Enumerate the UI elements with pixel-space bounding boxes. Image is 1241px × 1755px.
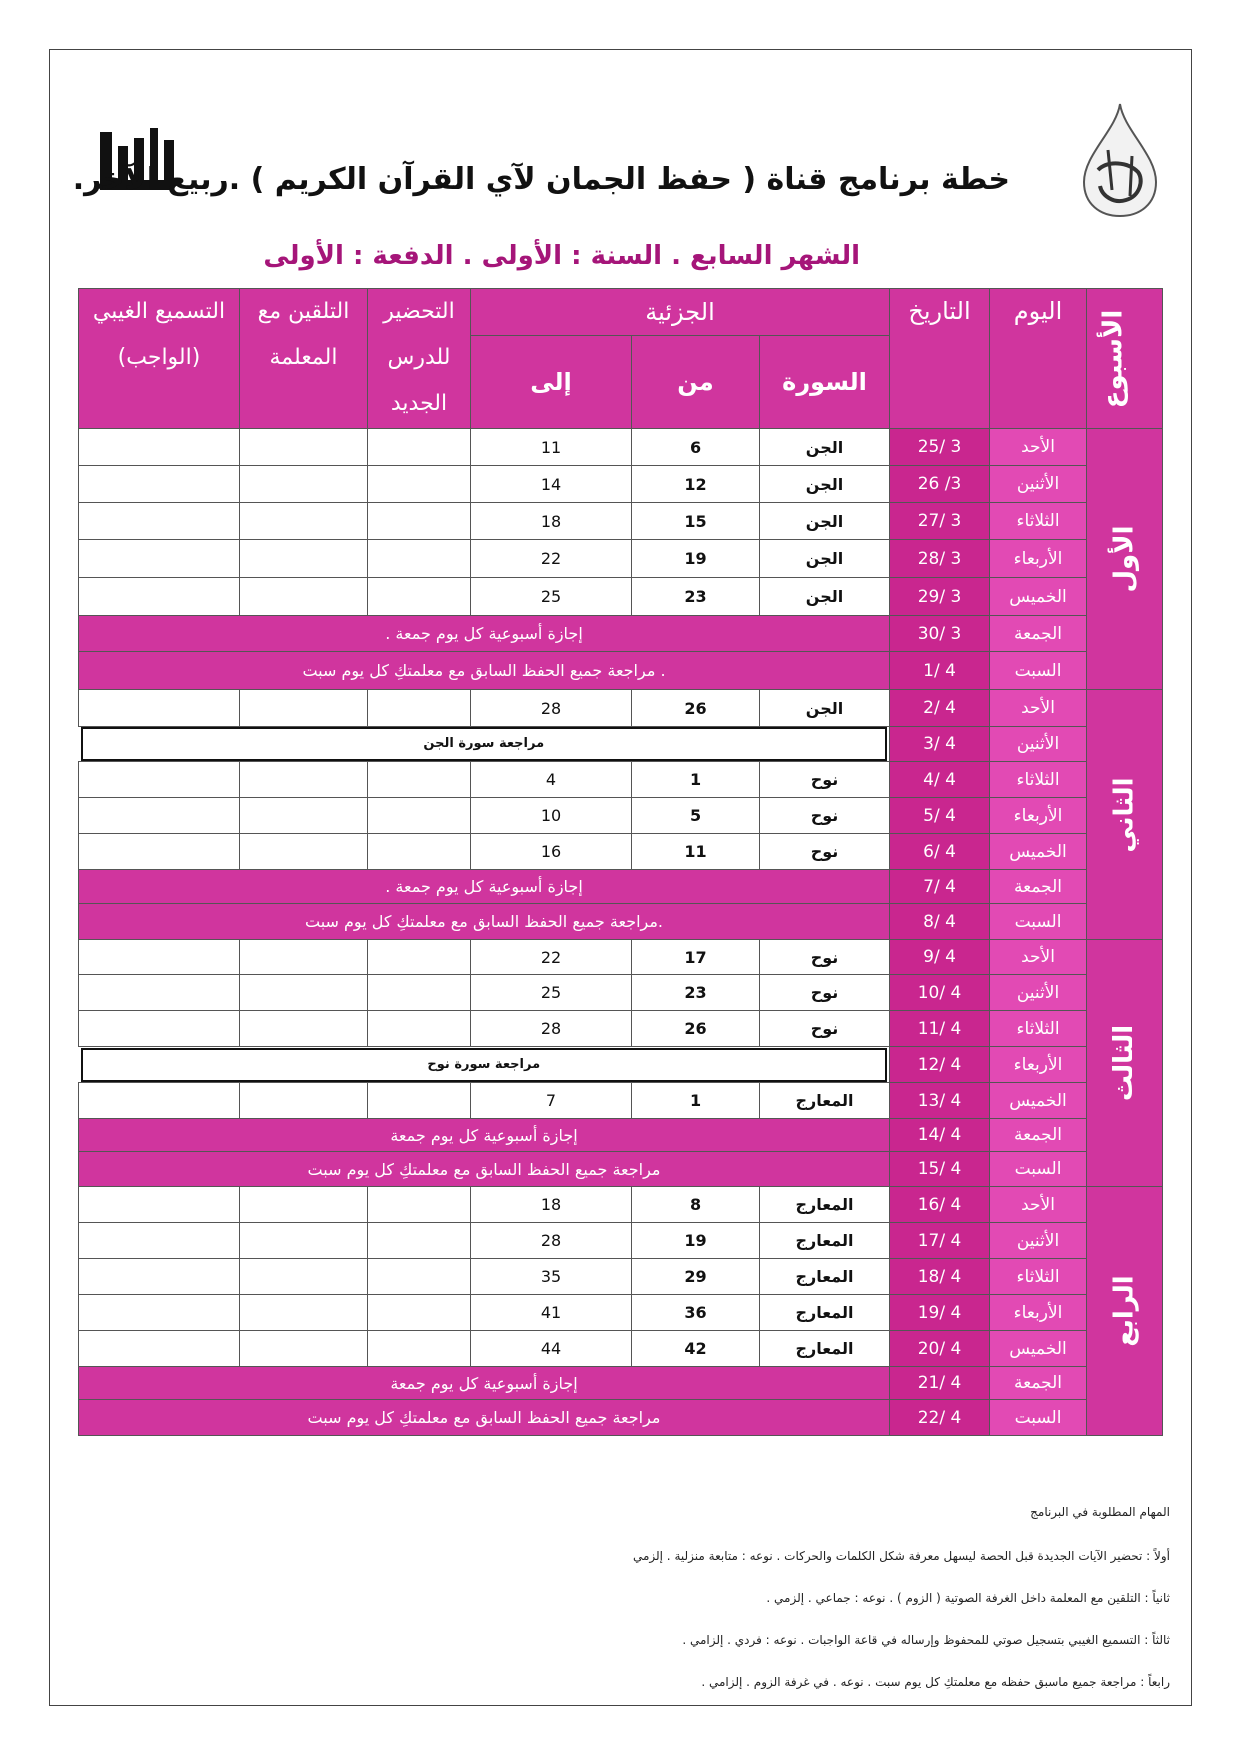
date-cell: 4 /9: [890, 940, 990, 975]
from-cell: 11: [632, 834, 760, 870]
talqeen-empty-cell[interactable]: [240, 690, 368, 727]
to-cell: 28: [471, 1011, 632, 1047]
table-row: [79, 578, 1163, 616]
day-cell: الجمعة: [990, 1119, 1087, 1152]
surah-cell: نوح: [760, 798, 890, 834]
day-cell: الجمعة: [990, 616, 1087, 652]
day-cell: الثلاثاء: [990, 762, 1087, 798]
day-cell: السبت: [990, 652, 1087, 690]
day-cell: الأربعاء: [990, 1295, 1087, 1331]
day-cell: الجمعة: [990, 870, 1087, 904]
header-portion: الجزئية: [471, 289, 890, 336]
surah-cell: نوح: [760, 975, 890, 1011]
day-cell: الخميس: [990, 1083, 1087, 1119]
drop-logo-icon: [1078, 100, 1162, 220]
recite-empty-cell[interactable]: [79, 429, 240, 466]
recite-empty-cell[interactable]: [79, 1223, 240, 1259]
date-cell: 4 /20: [890, 1331, 990, 1367]
date-cell: 4 /21: [890, 1367, 990, 1400]
note-cell: . مراجعة جميع الحفظ السابق مع معلمتكِ كل يوم سبت: [79, 652, 890, 690]
talqeen-empty-cell[interactable]: [240, 466, 368, 503]
from-cell: 36: [632, 1295, 760, 1331]
talqeen-empty-cell[interactable]: [240, 1295, 368, 1331]
task-item: رابعاً : مراجعة جميع ماسبق حفظه مع معلمتكِ كل يوم سبت . نوعه . في غرفة الزوم . إلزامي .: [701, 1675, 1170, 1689]
table-row: [79, 1259, 1163, 1295]
date-cell: 4 /2: [890, 690, 990, 727]
header-week: الأسبوع: [1087, 289, 1163, 429]
to-cell: 16: [471, 834, 632, 870]
note-cell: .مراجعة جميع الحفظ السابق مع معلمتكِ كل يوم سبت: [79, 904, 890, 940]
day-cell: السبت: [990, 1152, 1087, 1187]
prep-empty-cell[interactable]: [368, 1011, 471, 1047]
to-cell: 35: [471, 1259, 632, 1295]
prep-empty-cell[interactable]: [368, 1187, 471, 1223]
date-cell: 4 /12: [890, 1047, 990, 1083]
header-surah: السورة: [760, 336, 890, 429]
date-cell: 3 /28: [890, 540, 990, 578]
week-label: الثاني: [1087, 690, 1163, 940]
prep-empty-cell[interactable]: [368, 1331, 471, 1367]
date-cell: 4 /1: [890, 652, 990, 690]
table-row: [79, 466, 1163, 503]
surah-cell: الجن: [760, 429, 890, 466]
from-cell: 19: [632, 540, 760, 578]
day-cell: الأحد: [990, 690, 1087, 727]
recite-empty-cell[interactable]: [79, 798, 240, 834]
prep-empty-cell[interactable]: [368, 798, 471, 834]
from-cell: 5: [632, 798, 760, 834]
day-cell: الأحد: [990, 429, 1087, 466]
talqeen-empty-cell[interactable]: [240, 1331, 368, 1367]
prep-empty-cell[interactable]: [368, 762, 471, 798]
to-cell: 18: [471, 1187, 632, 1223]
table-row: [79, 1295, 1163, 1331]
prep-empty-cell[interactable]: [368, 1259, 471, 1295]
schedule-table: [78, 288, 1163, 1436]
talqeen-empty-cell[interactable]: [240, 940, 368, 975]
to-cell: 18: [471, 503, 632, 540]
review-label: مراجعة سورة الجن: [81, 727, 888, 761]
to-cell: 22: [471, 940, 632, 975]
recite-empty-cell[interactable]: [79, 1187, 240, 1223]
talqeen-empty-cell[interactable]: [240, 429, 368, 466]
surah-cell: المعارج: [760, 1083, 890, 1119]
to-cell: 28: [471, 1223, 632, 1259]
to-cell: 7: [471, 1083, 632, 1119]
prep-empty-cell[interactable]: [368, 540, 471, 578]
day-cell: الثلاثاء: [990, 1259, 1087, 1295]
recite-empty-cell[interactable]: [79, 503, 240, 540]
table-row: [79, 690, 1163, 727]
header-to: إلى: [471, 336, 632, 429]
week-label: الأول: [1087, 429, 1163, 690]
table-row: [79, 904, 1163, 940]
table-row: [79, 540, 1163, 578]
date-cell: 4 /4: [890, 762, 990, 798]
surah-cell: الجن: [760, 540, 890, 578]
table-row: [79, 616, 1163, 652]
recite-empty-cell[interactable]: [79, 975, 240, 1011]
table-row: [79, 1152, 1163, 1187]
table-row: [79, 429, 1163, 466]
to-cell: 25: [471, 975, 632, 1011]
note-cell: إجازة أسبوعية كل يوم جمعة .: [79, 616, 890, 652]
day-cell: الثلاثاء: [990, 1011, 1087, 1047]
date-cell: 4 /13: [890, 1083, 990, 1119]
from-cell: 1: [632, 762, 760, 798]
day-cell: الأثنين: [990, 466, 1087, 503]
day-cell: الأثنين: [990, 975, 1087, 1011]
tasks-heading: المهام المطلوبة في البرنامج: [1030, 1505, 1170, 1519]
date-cell: 4 /10: [890, 975, 990, 1011]
prep-empty-cell[interactable]: [368, 940, 471, 975]
recite-empty-cell[interactable]: [79, 1295, 240, 1331]
surah-cell: المعارج: [760, 1295, 890, 1331]
week-label: الرابع: [1087, 1187, 1163, 1436]
page-subtitle: الشهر السابع . السنة : الأولى . الدفعة : الأولى: [263, 241, 860, 271]
table-row: [79, 975, 1163, 1011]
to-cell: 41: [471, 1295, 632, 1331]
surah-cell: نوح: [760, 1011, 890, 1047]
talqeen-empty-cell[interactable]: [240, 503, 368, 540]
from-cell: 19: [632, 1223, 760, 1259]
to-cell: 11: [471, 429, 632, 466]
to-cell: 22: [471, 540, 632, 578]
note-cell: إجازة أسبوعية كل يوم جمعة .: [79, 870, 890, 904]
recite-empty-cell[interactable]: [79, 466, 240, 503]
from-cell: 1: [632, 1083, 760, 1119]
header-day: اليوم: [990, 289, 1087, 429]
task-item: ثالثاً : التسميع الغيبي بتسجيل صوتي للمحفوظ وإرساله في قاعة الواجبات . نوعه : فردي . إلزامي .: [682, 1633, 1170, 1647]
from-cell: 17: [632, 940, 760, 975]
to-cell: 4: [471, 762, 632, 798]
day-cell: الأحد: [990, 1187, 1087, 1223]
talqeen-empty-cell[interactable]: [240, 578, 368, 616]
date-cell: 4 /7: [890, 870, 990, 904]
date-cell: 4 /18: [890, 1259, 990, 1295]
from-cell: 6: [632, 429, 760, 466]
date-cell: 3 /25: [890, 429, 990, 466]
day-cell: الأربعاء: [990, 1047, 1087, 1083]
prep-empty-cell[interactable]: [368, 975, 471, 1011]
recite-empty-cell[interactable]: [79, 1011, 240, 1047]
to-cell: 10: [471, 798, 632, 834]
date-cell: 4 /11: [890, 1011, 990, 1047]
review-cell: [79, 727, 890, 762]
from-cell: 12: [632, 466, 760, 503]
prep-empty-cell[interactable]: [368, 503, 471, 540]
recite-empty-cell[interactable]: [79, 1083, 240, 1119]
page-title: خطة برنامج قناة ( حفظ الجمان لآي القرآن الكريم ) .ربيع الآخر.: [72, 162, 1010, 197]
table-row: [79, 1011, 1163, 1047]
surah-cell: الجن: [760, 578, 890, 616]
from-cell: 8: [632, 1187, 760, 1223]
surah-cell: المعارج: [760, 1331, 890, 1367]
day-cell: السبت: [990, 1400, 1087, 1436]
day-cell: الثلاثاء: [990, 503, 1087, 540]
from-cell: 23: [632, 975, 760, 1011]
surah-cell: الجن: [760, 503, 890, 540]
prep-empty-cell[interactable]: [368, 690, 471, 727]
note-cell: مراجعة جميع الحفظ السابق مع معلمتكِ كل يوم سبت: [79, 1400, 890, 1436]
date-cell: 4 /14: [890, 1119, 990, 1152]
review-label: مراجعة سورة نوح: [81, 1048, 888, 1082]
header-date: التاريخ: [890, 289, 990, 429]
surah-cell: الجن: [760, 690, 890, 727]
talqeen-empty-cell[interactable]: [240, 1083, 368, 1119]
table-row: [79, 503, 1163, 540]
recite-empty-cell[interactable]: [79, 1259, 240, 1295]
date-cell: 4 /22: [890, 1400, 990, 1436]
task-item: أولاً : تحضير الآيات الجديدة قبل الحصة ليسهل معرفة شكل الكلمات والحركات . نوعه : متابعة منزلية . إلزمي: [632, 1549, 1170, 1563]
day-cell: الخميس: [990, 834, 1087, 870]
talqeen-empty-cell[interactable]: [240, 1011, 368, 1047]
date-cell: 4 /17: [890, 1223, 990, 1259]
week-label: الثالث: [1087, 940, 1163, 1187]
table-row: [79, 1047, 1163, 1083]
task-item: ثانياً : التلقين مع المعلمة داخل الغرفة الصوتية ( الزوم ) . نوعه : جماعي . إلزمي .: [766, 1591, 1170, 1605]
recite-empty-cell[interactable]: [79, 834, 240, 870]
date-cell: 3 /29: [890, 578, 990, 616]
day-cell: الجمعة: [990, 1367, 1087, 1400]
header-talqeen: التلقين مع المعلمة: [240, 289, 368, 429]
table-row: [79, 1083, 1163, 1119]
table-row: [79, 1367, 1163, 1400]
prep-empty-cell[interactable]: [368, 834, 471, 870]
recite-empty-cell[interactable]: [79, 1331, 240, 1367]
table-row: [79, 940, 1163, 975]
header-prep: التحضير للدرس الجديد: [368, 289, 471, 429]
recite-empty-cell[interactable]: [79, 762, 240, 798]
date-cell: 4 /15: [890, 1152, 990, 1187]
talqeen-empty-cell[interactable]: [240, 1259, 368, 1295]
table-row: [79, 727, 1163, 762]
surah-cell: المعارج: [760, 1223, 890, 1259]
from-cell: 42: [632, 1331, 760, 1367]
header-recite: التسميع الغيبي (الواجب): [79, 289, 240, 429]
table-row: [79, 1331, 1163, 1367]
date-cell: 4 /8: [890, 904, 990, 940]
prep-empty-cell[interactable]: [368, 1083, 471, 1119]
talqeen-empty-cell[interactable]: [240, 540, 368, 578]
day-cell: الأثنين: [990, 1223, 1087, 1259]
day-cell: الأربعاء: [990, 540, 1087, 578]
talqeen-empty-cell[interactable]: [240, 798, 368, 834]
prep-empty-cell[interactable]: [368, 1295, 471, 1331]
from-cell: 15: [632, 503, 760, 540]
prep-empty-cell[interactable]: [368, 1223, 471, 1259]
date-cell: 4 /6: [890, 834, 990, 870]
table-row: [79, 834, 1163, 870]
note-cell: مراجعة جميع الحفظ السابق مع معلمتكِ كل يوم سبت: [79, 1152, 890, 1187]
table-row: [79, 1400, 1163, 1436]
recite-empty-cell[interactable]: [79, 578, 240, 616]
date-cell: 4 /5: [890, 798, 990, 834]
day-cell: الأربعاء: [990, 798, 1087, 834]
surah-cell: الجن: [760, 466, 890, 503]
header-from: من: [632, 336, 760, 429]
surah-cell: المعارج: [760, 1187, 890, 1223]
surah-cell: المعارج: [760, 1259, 890, 1295]
table-row: [79, 1223, 1163, 1259]
surah-cell: نوح: [760, 834, 890, 870]
prep-empty-cell[interactable]: [368, 578, 471, 616]
recite-empty-cell[interactable]: [79, 690, 240, 727]
to-cell: 44: [471, 1331, 632, 1367]
date-cell: 3/ 26: [890, 466, 990, 503]
talqeen-empty-cell[interactable]: [240, 1187, 368, 1223]
table-row: [79, 652, 1163, 690]
prep-empty-cell[interactable]: [368, 429, 471, 466]
from-cell: 23: [632, 578, 760, 616]
day-cell: الخميس: [990, 1331, 1087, 1367]
talqeen-empty-cell[interactable]: [240, 762, 368, 798]
table-row: [79, 798, 1163, 834]
date-cell: 3 /30: [890, 616, 990, 652]
day-cell: السبت: [990, 904, 1087, 940]
date-cell: 4 /16: [890, 1187, 990, 1223]
to-cell: 14: [471, 466, 632, 503]
from-cell: 26: [632, 1011, 760, 1047]
table-row: [79, 762, 1163, 798]
to-cell: 28: [471, 690, 632, 727]
to-cell: 25: [471, 578, 632, 616]
recite-empty-cell[interactable]: [79, 940, 240, 975]
date-cell: 4 /19: [890, 1295, 990, 1331]
schedule-body: [79, 429, 1163, 1436]
day-cell: الأحد: [990, 940, 1087, 975]
table-row: [79, 1187, 1163, 1223]
note-cell: إجازة أسبوعية كل يوم جمعة: [79, 1367, 890, 1400]
review-cell: [79, 1047, 890, 1083]
date-cell: 3 /27: [890, 503, 990, 540]
prep-empty-cell[interactable]: [368, 466, 471, 503]
from-cell: 26: [632, 690, 760, 727]
note-cell: إجازة أسبوعية كل يوم جمعة: [79, 1119, 890, 1152]
talqeen-empty-cell[interactable]: [240, 1223, 368, 1259]
day-cell: الأثنين: [990, 727, 1087, 762]
table-row: [79, 1119, 1163, 1152]
day-cell: الخميس: [990, 578, 1087, 616]
date-cell: 4 /3: [890, 727, 990, 762]
talqeen-empty-cell[interactable]: [240, 834, 368, 870]
table-row: [79, 870, 1163, 904]
talqeen-empty-cell[interactable]: [240, 975, 368, 1011]
recite-empty-cell[interactable]: [79, 540, 240, 578]
surah-cell: نوح: [760, 940, 890, 975]
surah-cell: نوح: [760, 762, 890, 798]
from-cell: 29: [632, 1259, 760, 1295]
